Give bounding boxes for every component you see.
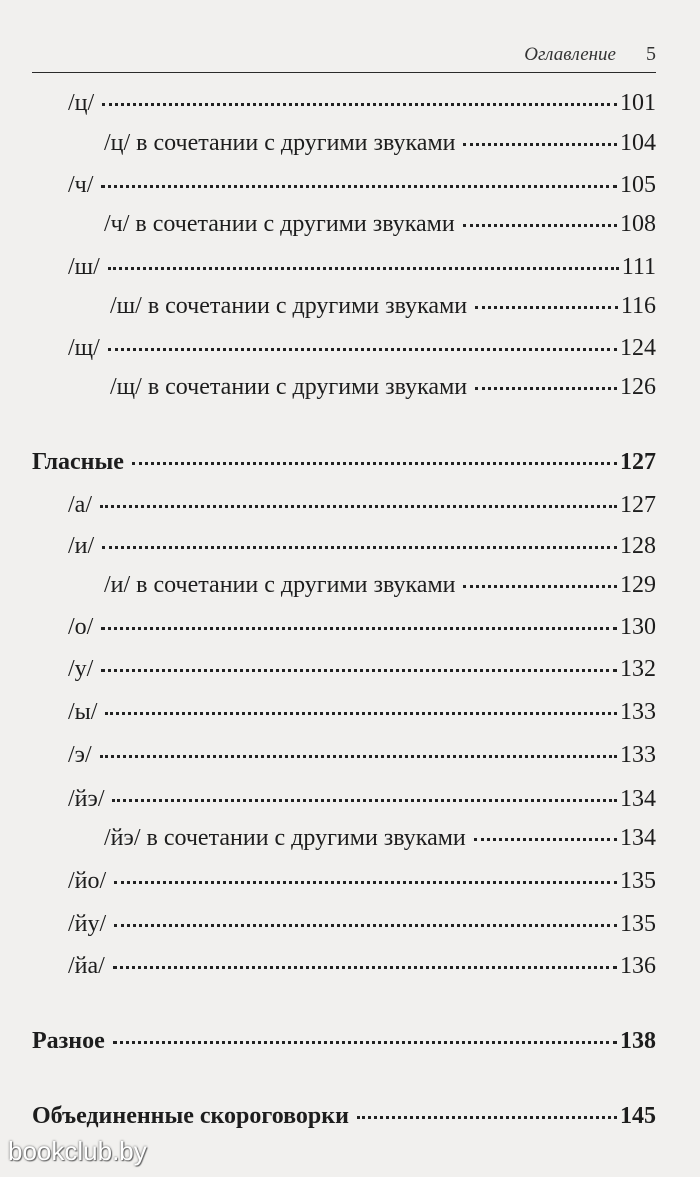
toc-entry-label: /ч/ в сочетании с другими звуками — [104, 211, 455, 237]
toc-entry — [68, 740, 656, 770]
toc-entry-label: /щ/ в сочетании с другими звуками — [110, 374, 468, 400]
toc-section-label: Гласные — [32, 449, 124, 475]
toc-entry — [68, 170, 656, 200]
toc-entry-page: 134 — [620, 825, 656, 851]
toc-entry — [68, 866, 656, 896]
toc-entry-page: 124 — [620, 335, 656, 361]
toc-entry-page: 135 — [620, 911, 656, 937]
toc-entry-page: 129 — [620, 572, 656, 598]
toc-entry-label: /ч/ — [68, 172, 94, 198]
leader-dots — [463, 585, 617, 588]
leader-dots — [132, 462, 617, 465]
leader-dots — [102, 546, 617, 549]
toc-section-label: Объединенные скороговорки — [32, 1103, 349, 1129]
toc-entry — [68, 784, 656, 814]
leader-dots — [101, 669, 617, 672]
toc-entry-page: 111 — [621, 254, 656, 280]
toc-section-page: 145 — [620, 1103, 656, 1129]
header-title: Оглавление — [524, 44, 616, 65]
toc-section-misc — [32, 1026, 656, 1056]
toc-entry-label: /ц/ в сочетании с другими звуками — [104, 130, 456, 156]
toc-entry-page: 101 — [620, 90, 656, 116]
toc-entry — [104, 570, 656, 600]
toc-entry — [68, 909, 656, 939]
toc-entry-label: /йу/ — [68, 911, 107, 937]
toc-entry-label: /а/ — [68, 492, 92, 518]
toc-entry-page: 133 — [620, 742, 656, 768]
toc-section-page: 127 — [620, 449, 656, 475]
toc-entry-label: /йэ/ — [68, 786, 105, 812]
toc-entry-label: /йо/ — [68, 868, 107, 894]
leader-dots — [102, 103, 617, 106]
leader-dots — [463, 224, 617, 227]
leader-dots — [474, 838, 617, 841]
toc-entry — [104, 128, 656, 158]
toc-entry — [68, 490, 656, 520]
toc-entry-page: 136 — [620, 953, 656, 979]
toc-entry-label: /ш/ в сочетании с другими звуками — [110, 293, 468, 319]
toc-entry — [110, 372, 656, 402]
leader-dots — [463, 143, 617, 146]
toc-section-page: 138 — [620, 1028, 656, 1054]
toc-entry-page: 132 — [620, 656, 656, 682]
leader-dots — [108, 267, 619, 270]
leader-dots — [101, 185, 617, 188]
toc-entry-page: 133 — [620, 699, 656, 725]
toc-entry-page: 135 — [620, 868, 656, 894]
header-page-number: 5 — [646, 43, 656, 65]
toc-entry-page: 127 — [620, 492, 656, 518]
toc-entry-label: /у/ — [68, 656, 94, 682]
toc-entry-label: /и/ — [68, 533, 95, 559]
leader-dots — [101, 627, 617, 630]
toc-entry-page: 130 — [620, 614, 656, 640]
toc-entry-page: 108 — [620, 211, 656, 237]
toc-entry-page: 116 — [620, 293, 656, 319]
toc-entry — [68, 951, 656, 981]
toc-entry-label: /ш/ — [68, 254, 100, 280]
toc-entry — [68, 612, 656, 642]
toc-entry-label: /ы/ — [68, 699, 98, 725]
toc-entry — [68, 333, 656, 363]
toc-section-label: Разное — [32, 1028, 105, 1054]
toc-section-vowels — [32, 447, 656, 477]
leader-dots — [112, 799, 617, 802]
toc-entry-label: /йа/ — [68, 953, 105, 979]
toc-entry-label: /э/ — [68, 742, 92, 768]
toc-entry — [68, 88, 656, 118]
leader-dots — [113, 1041, 617, 1044]
watermark: bookclub.by — [8, 1136, 147, 1166]
toc-entry — [110, 291, 656, 321]
toc-entry — [104, 823, 656, 853]
toc-entry — [68, 654, 656, 684]
toc-entry — [68, 252, 656, 282]
leader-dots — [100, 755, 617, 758]
toc-entry-label: /и/ в сочетании с другими звуками — [104, 572, 456, 598]
toc-entry-page: 134 — [620, 786, 656, 812]
leader-dots — [108, 348, 617, 351]
toc-entry-page: 105 — [620, 172, 656, 198]
leader-dots — [475, 306, 618, 309]
toc-entry-page: 126 — [620, 374, 656, 400]
leader-dots — [357, 1116, 617, 1119]
toc-entry-label: /йэ/ в сочетании с другими звуками — [104, 825, 466, 851]
toc-entry-page: 104 — [620, 130, 656, 156]
toc-entry-label: /щ/ — [68, 335, 100, 361]
toc-entry-page: 128 — [620, 533, 656, 559]
leader-dots — [114, 881, 617, 884]
leader-dots — [113, 966, 617, 969]
toc-entry-label: /ц/ — [68, 90, 95, 116]
toc-entry — [104, 209, 656, 239]
leader-dots — [114, 924, 617, 927]
leader-dots — [105, 712, 617, 715]
leader-dots — [475, 387, 617, 390]
toc-entry — [68, 697, 656, 727]
toc-entry — [68, 531, 656, 561]
leader-dots — [100, 505, 617, 508]
toc-section-tongue-twisters — [32, 1101, 656, 1131]
toc-entry-label: /о/ — [68, 614, 94, 640]
